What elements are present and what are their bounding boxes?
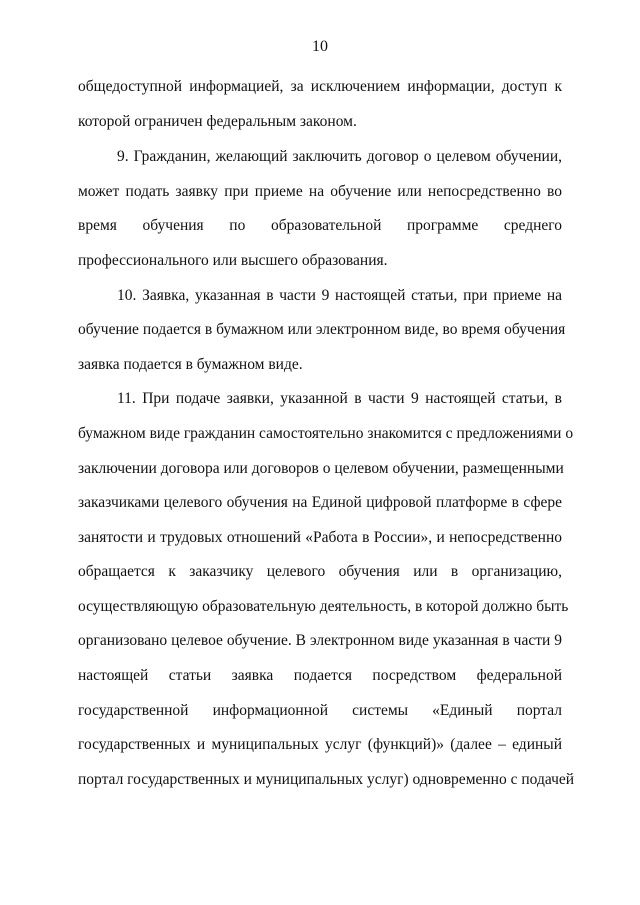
paragraph-start-line: 9. Гражданин, желающий заключить договор о целевом обучении, bbox=[117, 148, 562, 165]
text-line: обращается к заказчику целевого обучения или в организацию, bbox=[78, 563, 562, 580]
text-line: организовано целевое обучение. В электронном виде указанная в части 9 bbox=[78, 632, 562, 649]
text-line: заказчиками целевого обучения на Единой цифровой платформе в сфере bbox=[78, 494, 562, 511]
text-line: обучение подается в бумажном или электронном виде, во время обучения bbox=[78, 321, 566, 338]
paragraph-start-line: 10. Заявка, указанная в части 9 настоящей статьи, при приеме на bbox=[117, 287, 562, 304]
text-line: может подать заявку при приеме на обучение или непосредственно во bbox=[78, 183, 562, 200]
text-line: портал государственных и муниципальных услуг) одновременно с подачей bbox=[78, 771, 575, 788]
page-number: 10 bbox=[312, 38, 328, 55]
text-line: заявка подается в бумажном виде. bbox=[78, 356, 303, 373]
text-line: заключении договора или договоров о целевом обучении, размещенными bbox=[78, 460, 564, 477]
text-line: время обучения по образовательной программе среднего bbox=[78, 217, 562, 234]
text-line: общедоступной информацией, за исключением информации, доступ к bbox=[78, 78, 562, 95]
text-line: осуществляющую образовательную деятельность, в которой должно быть bbox=[78, 598, 569, 615]
text-line: государственной информационной системы «Единый портал bbox=[78, 702, 562, 719]
text-line: которой ограничен федеральным законом. bbox=[78, 113, 357, 130]
text-line: бумажном виде гражданин самостоятельно знакомится с предложениями о bbox=[78, 425, 574, 442]
text-line: занятости и трудовых отношений «Работа в России», и непосредственно bbox=[78, 529, 562, 546]
text-line: профессионального или высшего образования. bbox=[78, 252, 388, 269]
text-line: государственных и муниципальных услуг (функций)» (далее – единый bbox=[78, 736, 562, 753]
paragraph-start-line: 11. При подаче заявки, указанной в части 9 настоящей статьи, в bbox=[117, 390, 562, 407]
text-line: настоящей статьи заявка подается посредством федеральной bbox=[78, 667, 562, 684]
